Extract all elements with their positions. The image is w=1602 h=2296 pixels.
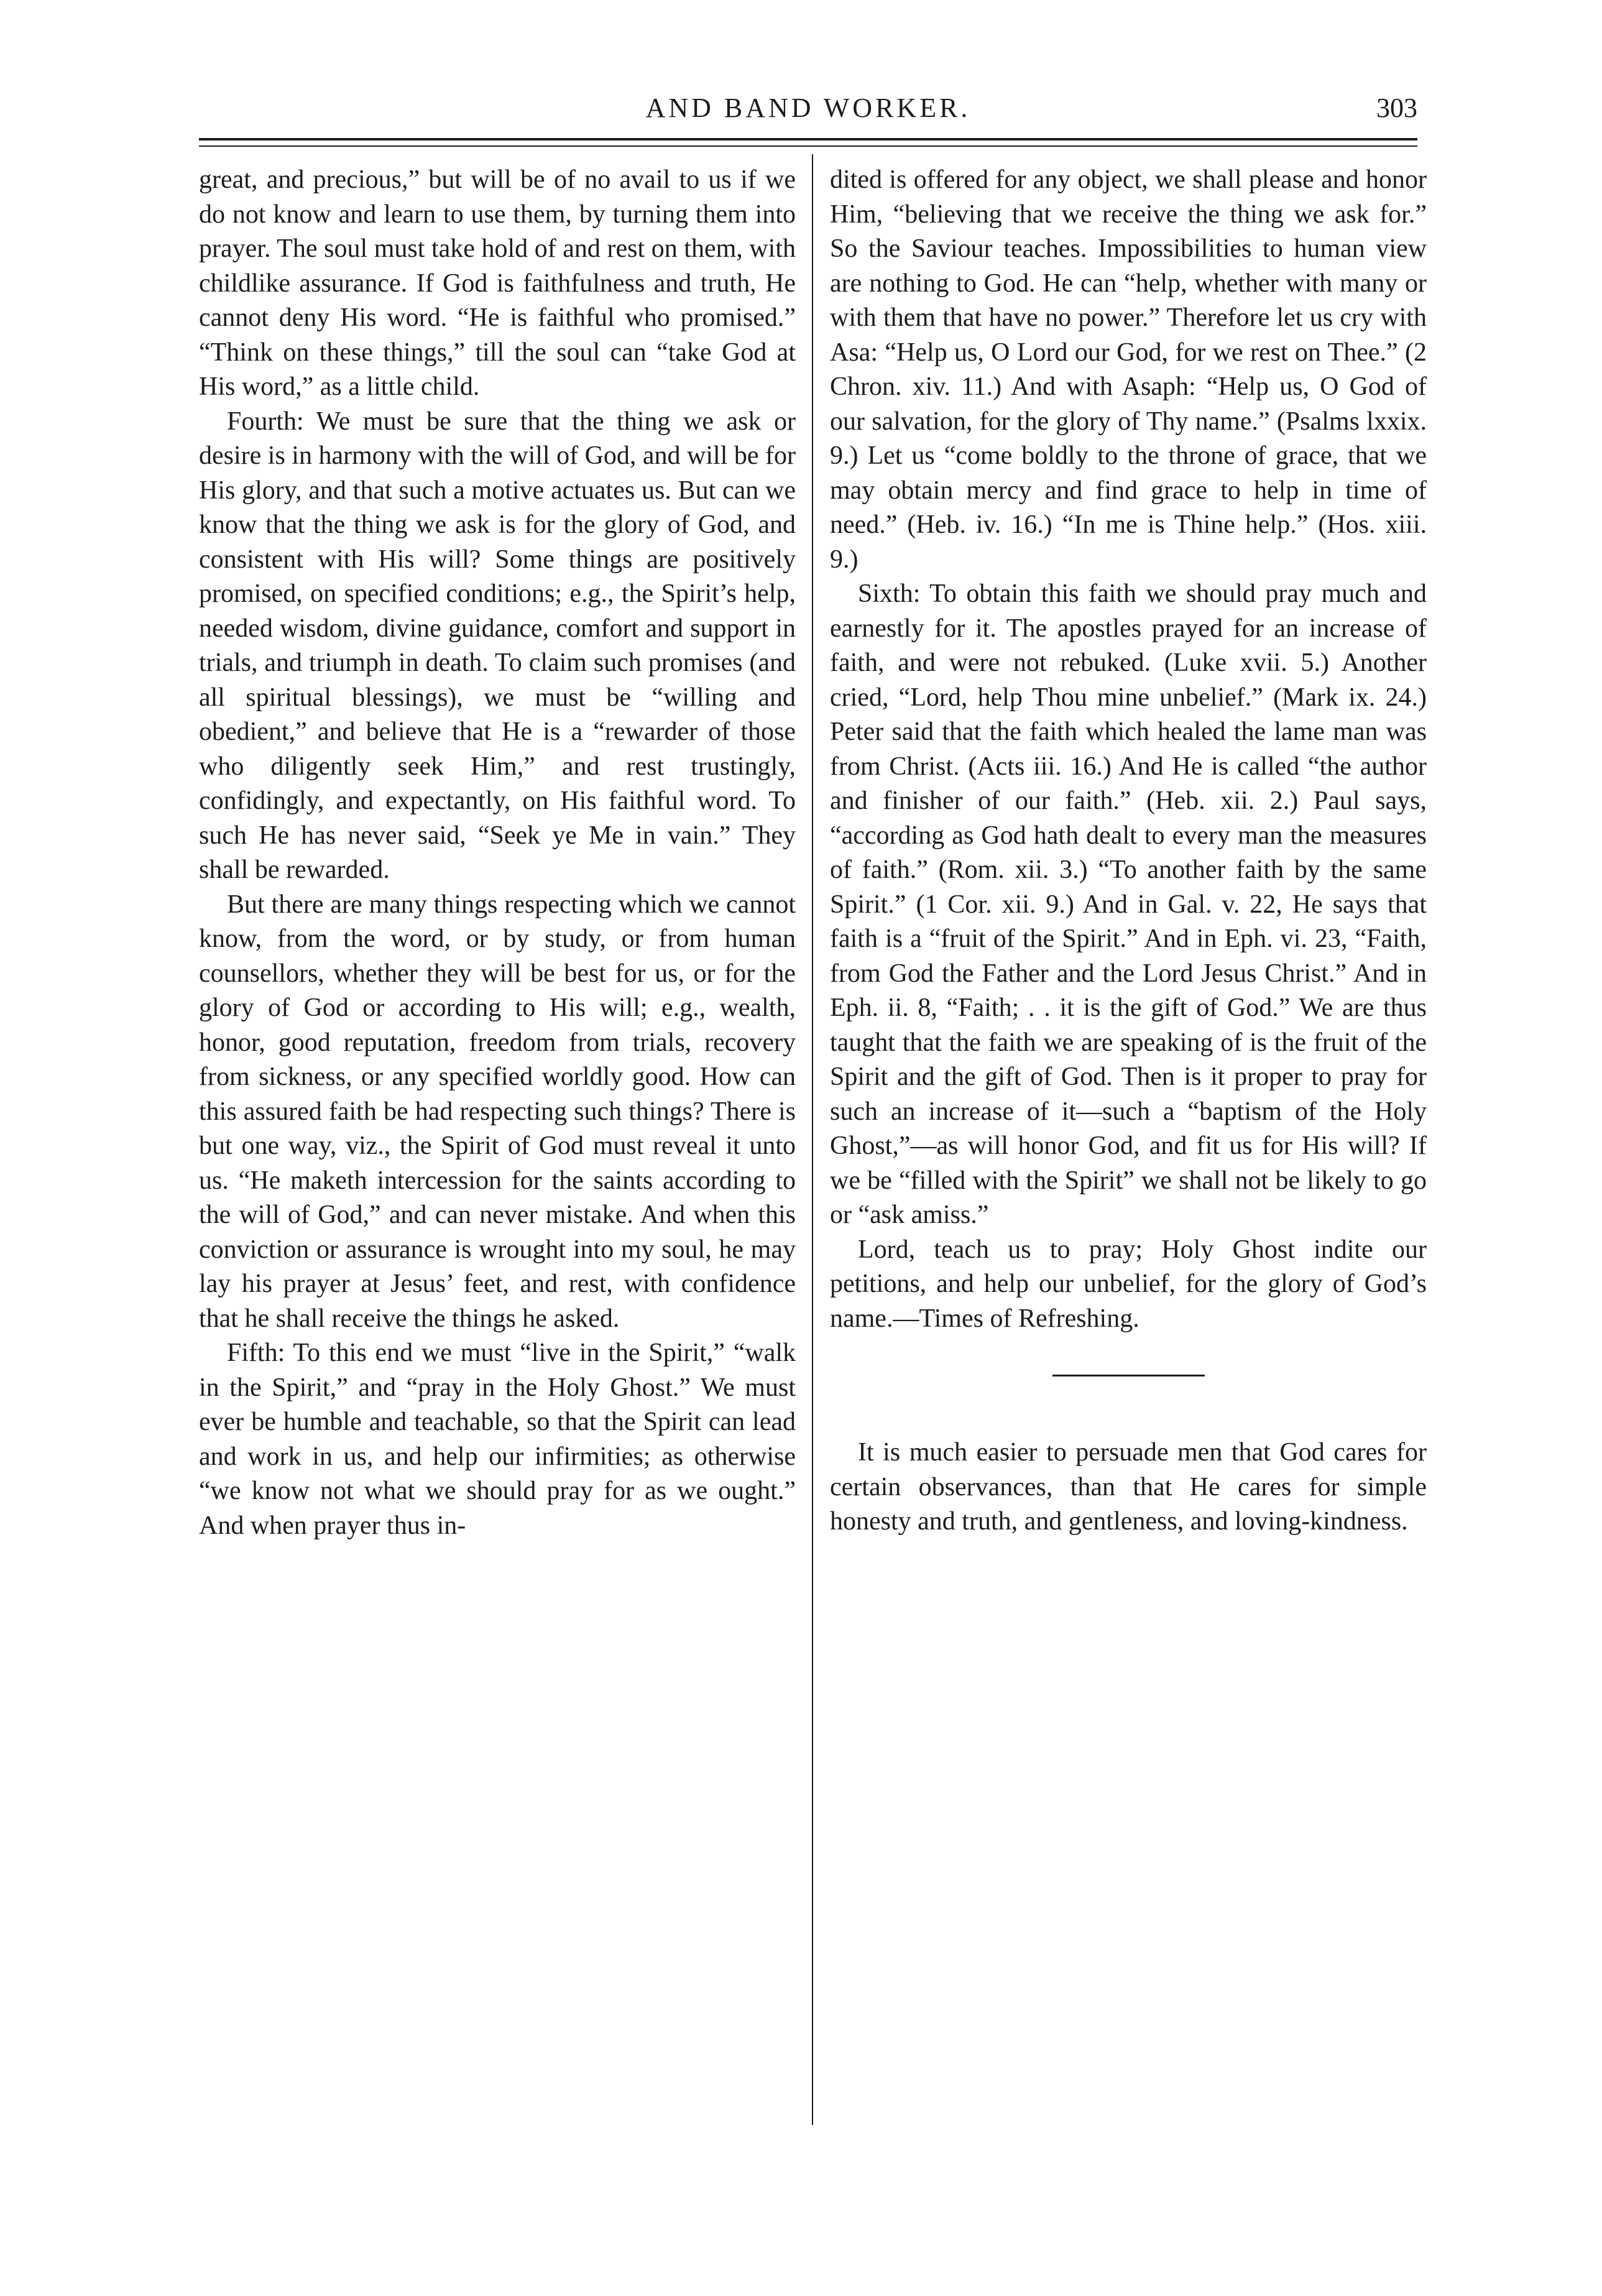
header-title: AND BAND WORKER.: [645, 93, 971, 123]
paragraph-dited: dited is offered for any object, we shall please and honor Him, “believing that we receive the thing we ask for.” So the Saviour teaches. Impossibilities to human view are nothing to God. He can “help, whether with many or with them that have no power.” Therefore let us cry with Asa: “Help us, O Lord our God, for we rest on Thee.” (2 Chron. xiv. 11.) And with Asaph: “Help us, O God of our salvation, for the glory of Thy name.” (Psalms lxxix. 9.) Let us “come boldly to the throne of grace, that we may obtain mercy and find grace to help in time of need.” (Heb. iv. 16.) “In me is Thine help.” (Hos. xiii. 9.): [830, 165, 1427, 574]
paragraph-sixth: Sixth: To obtain this faith we should pray much and earnestly for it. The apostles prayed for an increase of faith, and were not rebuked. (Luke xvii. 5.) Another cried, “Lord, help Thou mine unbelief.” (Mark ix. 24.) Peter said that the faith which healed the lame man was from Christ. (Acts iii. 16.) And He is called “the author and finisher of our faith.” (Heb. xii. 2.) Paul says, “according as God hath dealt to every man the measures of faith.” (Rom. xii. 3.) “To another faith by the same Spirit.” (1 Cor. xii. 9.) And in Gal. v. 22, He says that faith is a “fruit of the Spirit.” And in Eph. vi. 23, “Faith, from God the Father and the Lord Jesus Christ.” And in Eph. ii. 8, “Faith; . . it is the gift of God.” We are thus taught that the faith we are speaking of is the fruit of the Spirit and the gift of God. Then is it proper to pray for such an increase of it—such a “baptism of the Holy Ghost,”—as will honor God, and fit us for His will? If we be “filled with the Spirit” we shall not be likely to go or “ask amiss.”: [830, 579, 1427, 1229]
paragraph-fifth: Fifth: To this end we must “live in the Spirit,” “walk in the Spirit,” and “pray in the Holy Ghost.” We must ever be humble and teachable, so that the Spirit can lead and work in us, and help our infirmities; as otherwise “we know not what we should pray for as we ought.” And when prayer thus in-: [199, 1339, 796, 1540]
paragraph-fourth: Fourth: We must be sure that the thing we ask or desire is in harmony with the will of God, and will be for His glory, and that such a motive actuates us. But can we know that the thing we ask is for the glory of God, and consistent with His will? Some things are positively promised, on specified conditions; e.g., the Spirit’s help, needed wisdom, divine guidance, comfort and support in trials, and triumph in death. To claim such promises (and all spiritual blessings), we must be “willing and obedient,” and believe that He is a “rewarder of those who diligently seek Him,” and rest trustingly, confidingly, and expectantly, on His faithful word. To such He has never said, “Seek ye Me in vain.” They shall be rewarded.: [199, 407, 796, 884]
paragraph-many-things: But there are many things respecting which we cannot know, from the word, or by study, or from human counsellors, whether they will be best for us, or for the glory of God or according to His will; e.g., wealth, honor, good reputation, freedom from trials, recovery from sickness, or any specified worldly good. How can this assured faith be had respecting such things? There is but one way, viz., the Spirit of God must reveal it unto us. “He maketh intercession for the saints according to the will of God,” and can never mistake. And when this conviction or assurance is wrought into my soul, he may lay his prayer at Jesus’ feet, and rest, with confidence that he shall receive the things he asked.: [199, 890, 796, 1333]
column-divider: [812, 154, 813, 2125]
left-column: [199, 163, 796, 1543]
running-header: [199, 85, 1417, 134]
page-number: 303: [1376, 93, 1417, 123]
paragraph-prayer-close: Lord, teach us to pray; Holy Ghost indite our petitions, and help our unbelief, for the glory of God’s name.—Times of Refreshing.: [830, 1235, 1427, 1333]
header-rule-thick: [199, 138, 1417, 141]
paragraph-continuation: great, and precious,” but will be of no avail to us if we do not know and learn to use them, by turning them into prayer. The soul must take hold of and rest on them, with childlike assurance. If God is faithfulness and truth, He cannot deny His word. “He is faithful who promised.” “Think on these things,” till the soul can “take God at His word,” as a little child.: [199, 165, 796, 401]
right-column: [830, 163, 1427, 1539]
header-rule-thin: [199, 145, 1417, 147]
paragraph-closing: It is much easier to persuade men that God cares for certain observances, than that He cares for simple honesty and truth, and gentleness, and loving-kindness.: [830, 1438, 1427, 1536]
section-separator: [1052, 1375, 1205, 1376]
